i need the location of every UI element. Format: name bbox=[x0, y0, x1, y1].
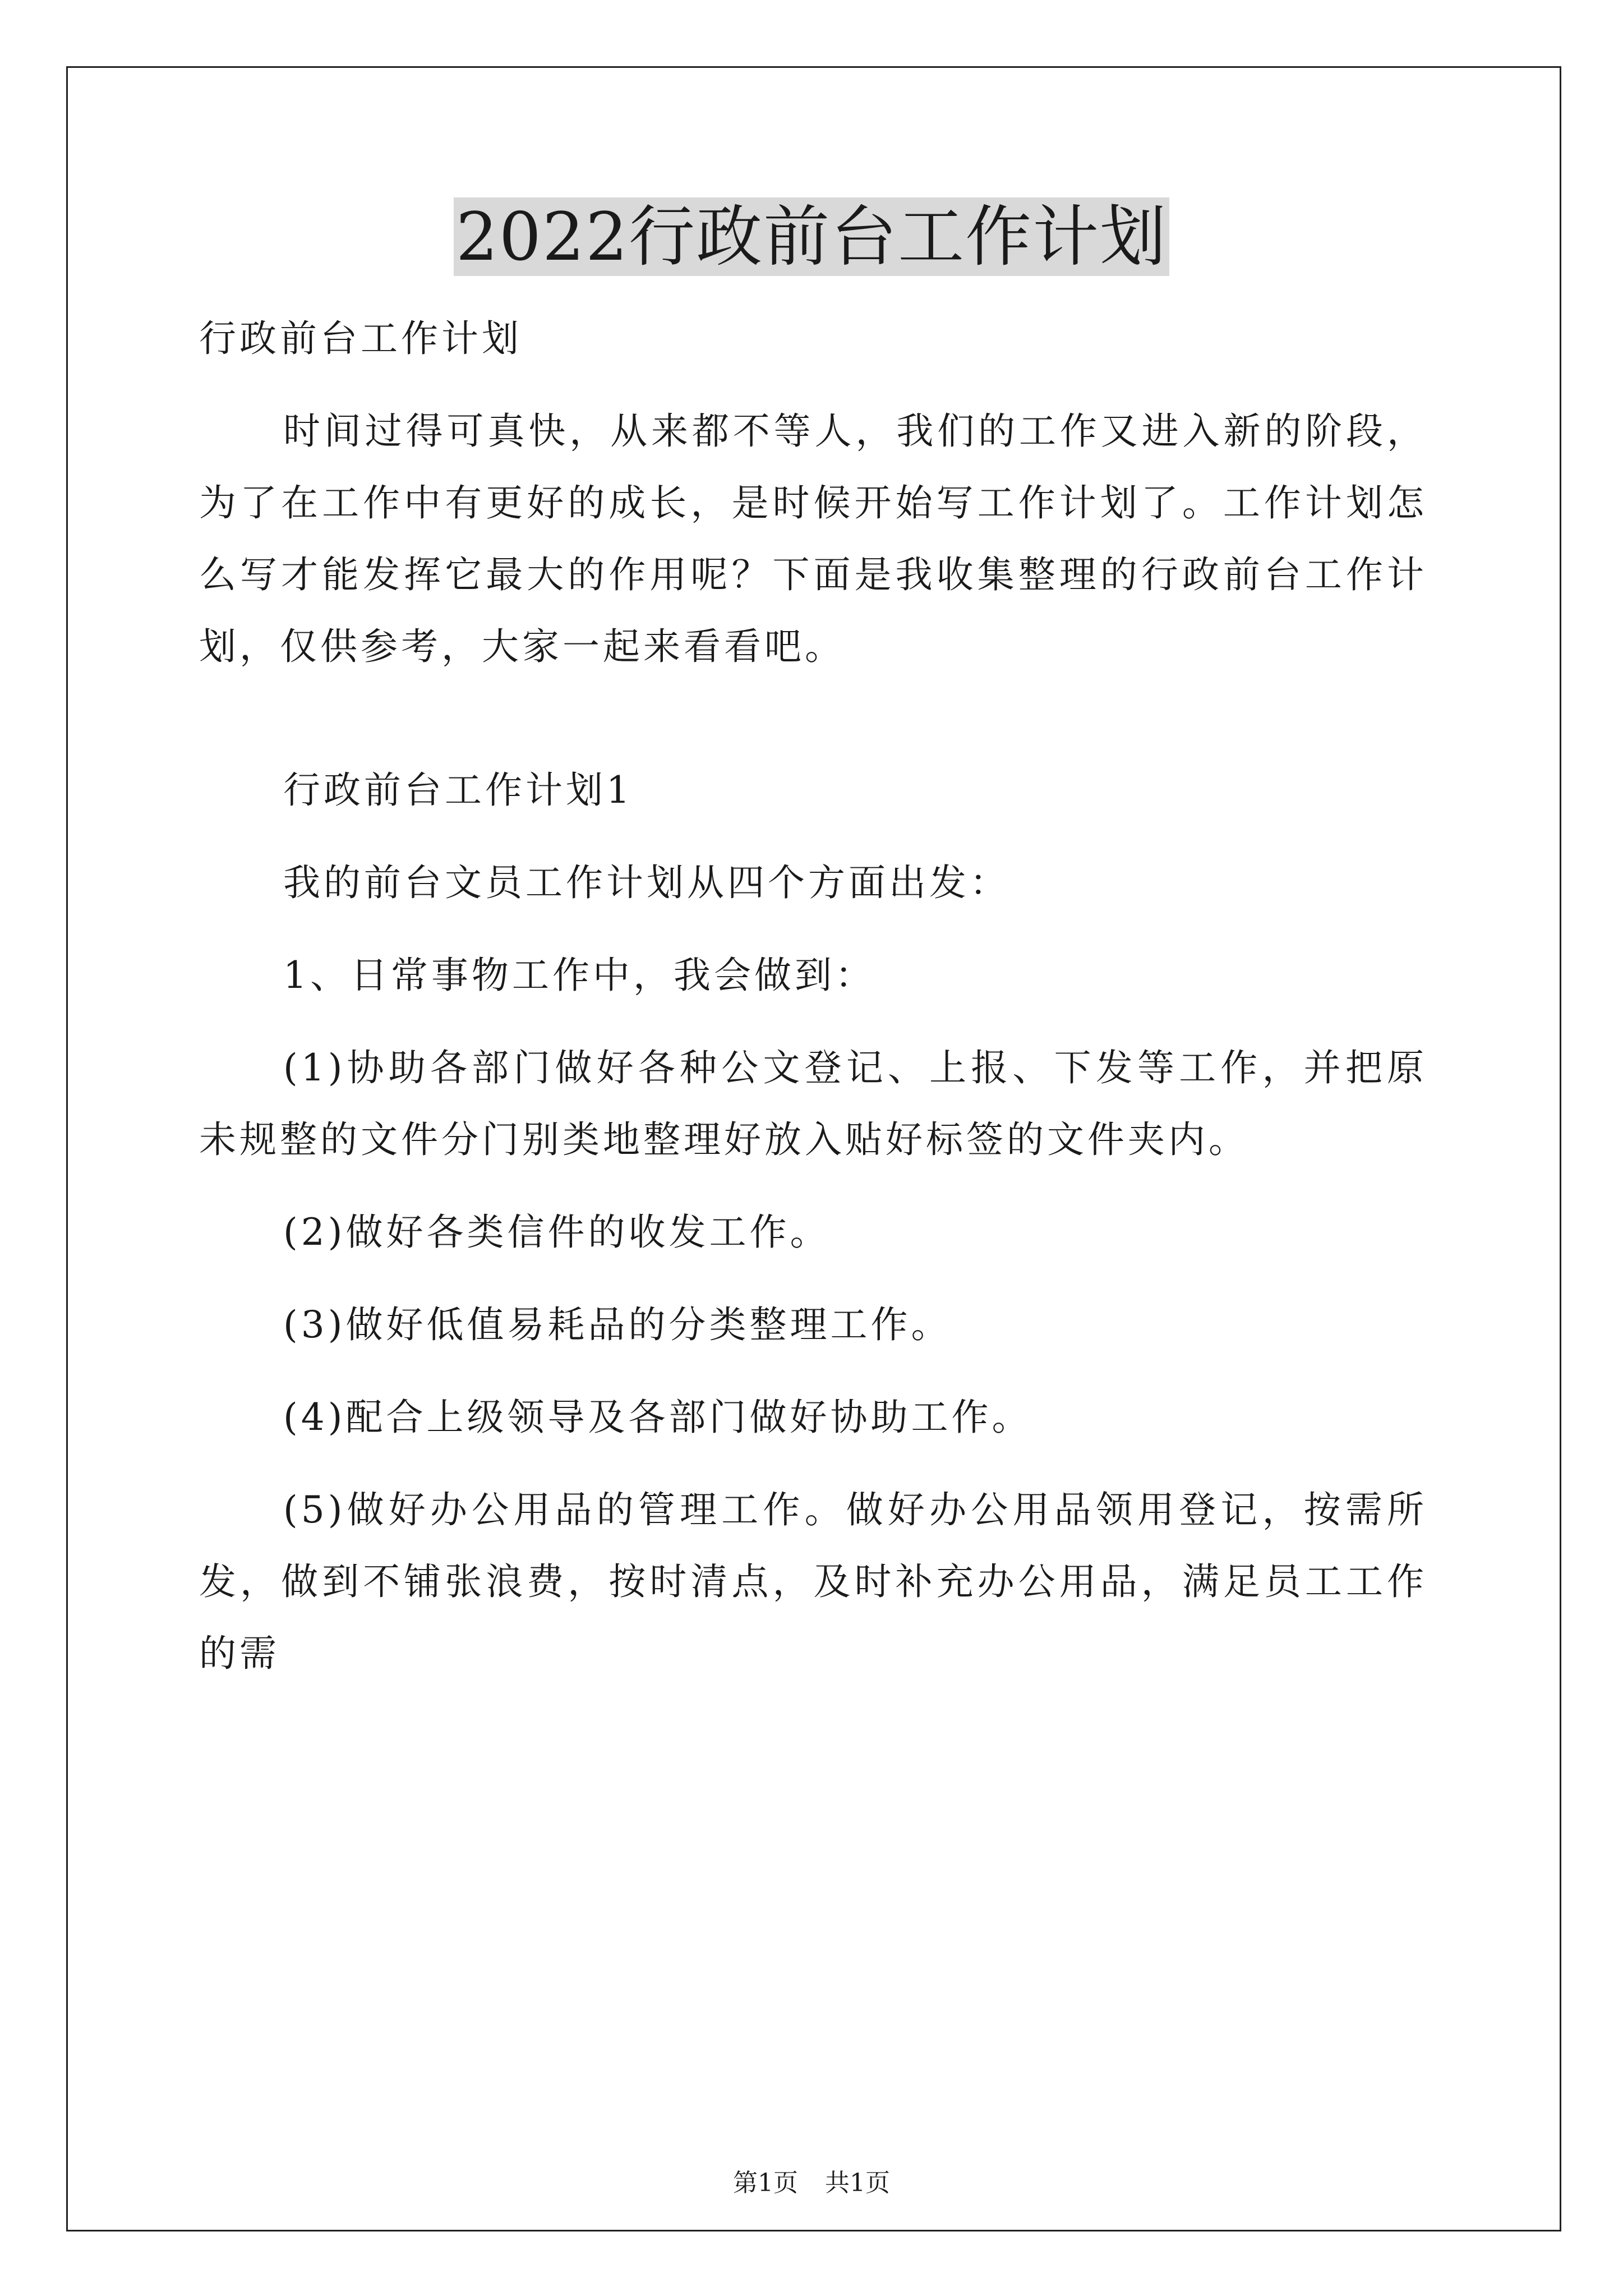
paragraph-section-title: 行政前台工作计划1 bbox=[283, 769, 633, 812]
paragraph: (5)做好办公用品的管理工作。做好办公用品领用登记，按需所发，做到不铺张浪费，按时清点，及时补充办公用品，满足员工工作的需 bbox=[199, 1488, 1427, 1675]
page-total: 共1页 bbox=[825, 2169, 890, 2197]
title-wrap bbox=[0, 197, 1623, 276]
paragraph-heading: 行政前台工作计划 bbox=[199, 317, 522, 360]
paragraph: (3)做好低值易耗品的分类整理工作。 bbox=[283, 1303, 952, 1346]
paragraph: (2)做好各类信件的收发工作。 bbox=[283, 1211, 831, 1254]
page-number: 第1页 bbox=[733, 2169, 798, 2197]
paragraph: 1、日常事物工作中，我会做到： bbox=[283, 954, 875, 997]
document-body bbox=[199, 303, 1427, 1690]
page-footer bbox=[0, 2166, 1623, 2200]
paragraph: 我的前台文员工作计划从四个方面出发： bbox=[283, 861, 1010, 904]
paragraph: (1)协助各部门做好各种公文登记、上报、下发等工作，并把原未规整的文件分门别类地整理好放入贴好标签的文件夹内。 bbox=[199, 1046, 1427, 1161]
paragraph-intro: 时间过得可真快，从来都不等人，我们的工作又进入新的阶段，为了在工作中有更好的成长，是时候开始写工作计划了。工作计划怎么写才能发挥它最大的作用呢？下面是我收集整理的行政前台工作计划，仅供参考，大家一起来看看吧。 bbox=[199, 409, 1427, 668]
paragraph: (4)配合上级领导及各部门做好协助工作。 bbox=[283, 1396, 1032, 1439]
document-title: 2022行政前台工作计划 bbox=[454, 197, 1169, 276]
